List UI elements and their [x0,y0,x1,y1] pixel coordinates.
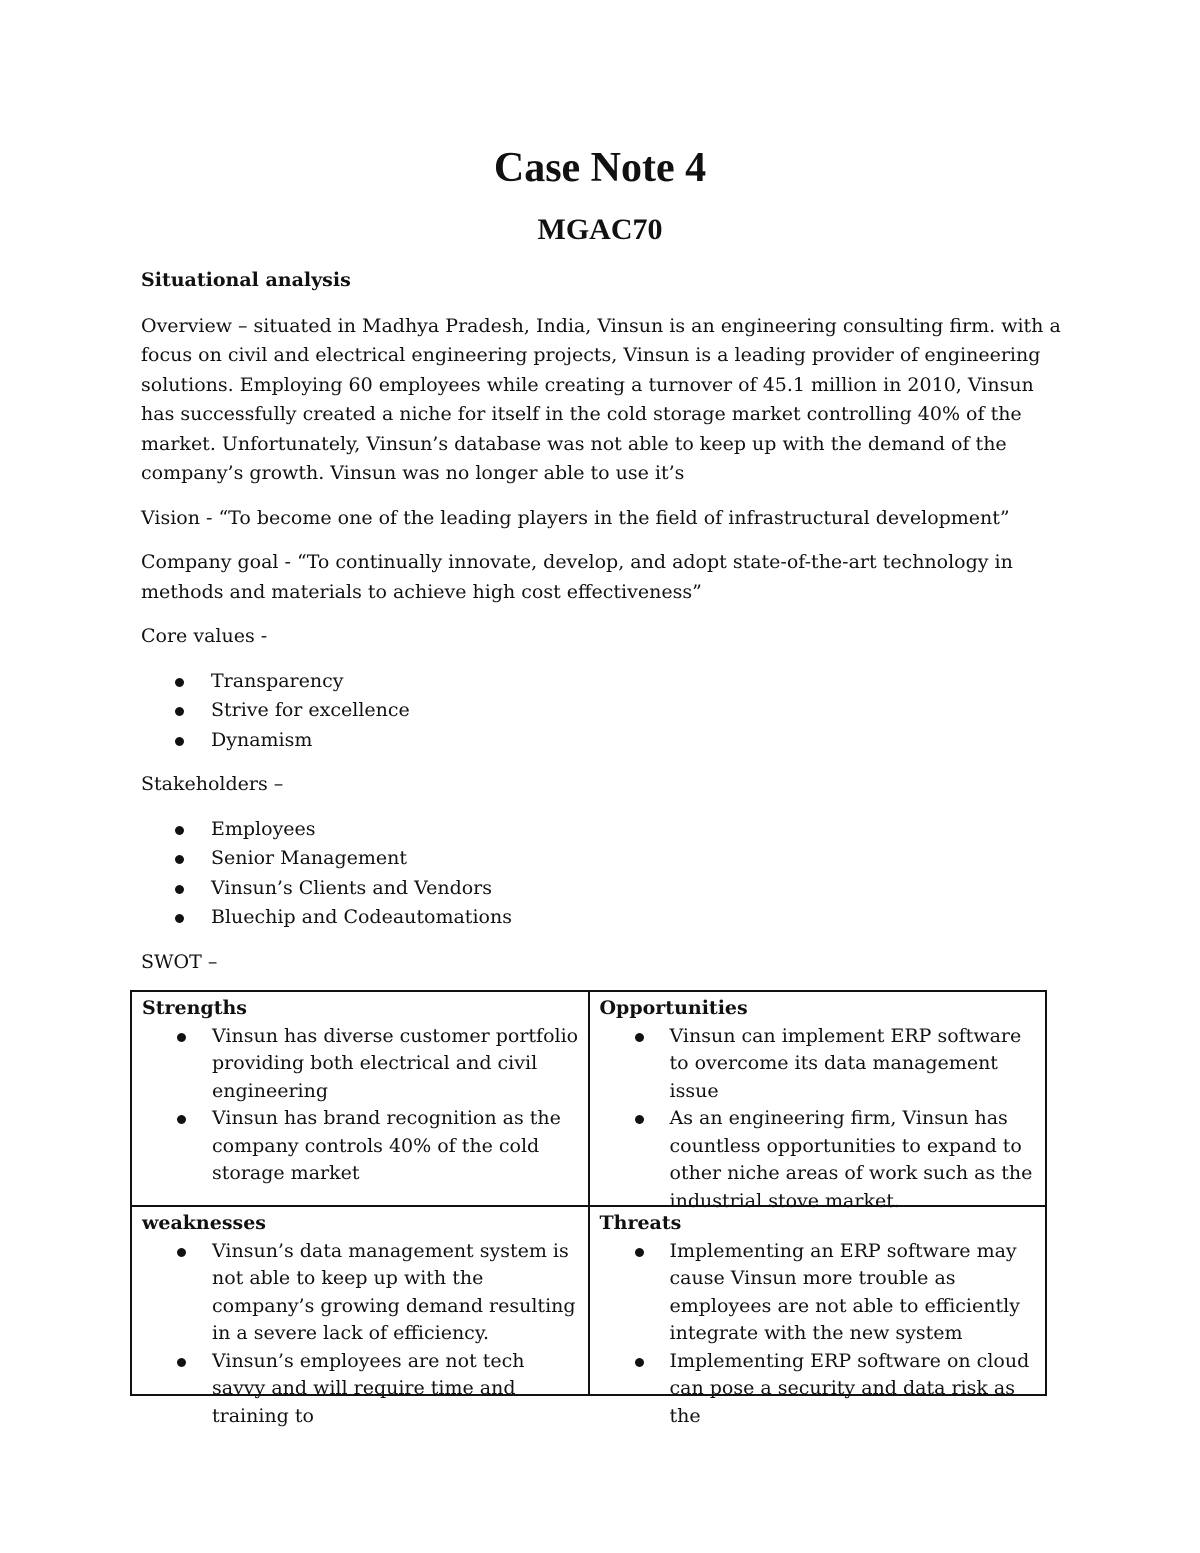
overview-paragraph: Overview – situated in Madhya Pradesh, India, Vinsun is an engineering consulting firm. with a focus on civil and electrical engineering projects, Vinsun is a leading provider of engineering solutions. Employing 60 employees while creating a turnover of 45.1 million in 2010, Vinsun has successfully created a niche for itself in the cold storage market controlling 40% of the market. Unfortunately, Vinsun’s database was not able to keep up with the demand of the company’s growth. Vinsun was no longer able to use it’s [141,314,1061,484]
threats-list [600,1238,1038,1431]
document-body [141,266,1071,992]
table-row [131,1206,1046,1395]
list-item: Bluechip and Codeautomations [141,903,1071,933]
list-item: Strive for excellence [141,696,1071,726]
list-item: Implementing ERP software on cloud can pose a security and data risk as the [600,1348,1038,1431]
course-code: MGAC70 [537,213,663,246]
table-row [131,991,1046,1206]
weaknesses-cell [131,1206,589,1427]
swot-label: SWOT – [141,950,218,973]
strengths-title: Strengths [142,997,247,1019]
list-item: Vinsun has brand recognition as the company controls 40% of the cold storage market [142,1105,580,1188]
list-item: Vinsun can implement ERP software to overcome its data management issue [600,1023,1038,1106]
opportunities-cell [589,991,1047,1212]
stakeholders-label: Stakeholders – [141,773,284,795]
list-item: Vinsun’s data management system is not able to keep up with the company’s growing demand resulting in a severe lack of efficiency. [142,1238,580,1348]
page-title: Case Note 4 [493,145,707,191]
list-item: Vinsun’s employees are not tech savvy and will require time and training to [142,1348,580,1431]
strengths-list [142,1023,580,1188]
vision-paragraph: Vision - “To become one of the leading players in the field of infrastructural development” [141,506,1010,529]
list-item: Transparency [141,667,1071,697]
company-goal-paragraph: Company goal - “To continually innovate, develop, and adopt state-of-the-art technology in methods and materials to achieve high cost effectiveness” [141,551,1013,603]
strengths-cell [131,991,589,1206]
core-values-label: Core values - [141,625,268,647]
weaknesses-title: weaknesses [142,1212,267,1234]
threats-title: Threats [599,1212,682,1234]
weaknesses-list [142,1238,580,1431]
list-item: Dynamism [141,726,1071,756]
list-item: Senior Management [141,844,1071,874]
list-item: Vinsun has diverse customer portfolio providing both electrical and civil engineering [142,1023,580,1106]
list-item: As an engineering firm, Vinsun has countless opportunities to expand to other niche areas of work such as the industrial stove market. [600,1105,1038,1215]
opportunities-title: Opportunities [599,997,748,1019]
list-item: Employees [141,815,1071,845]
threats-cell [589,1206,1047,1427]
swot-table [130,990,1047,1427]
stakeholders-list [141,815,1071,933]
section-heading: Situational analysis [141,269,351,291]
list-item: Implementing an ERP software may cause Vinsun more trouble as employees are not able to efficiently integrate with the new system [600,1238,1038,1348]
core-values-list [141,667,1071,756]
opportunities-list [600,1023,1038,1216]
list-item: Vinsun’s Clients and Vendors [141,874,1071,904]
